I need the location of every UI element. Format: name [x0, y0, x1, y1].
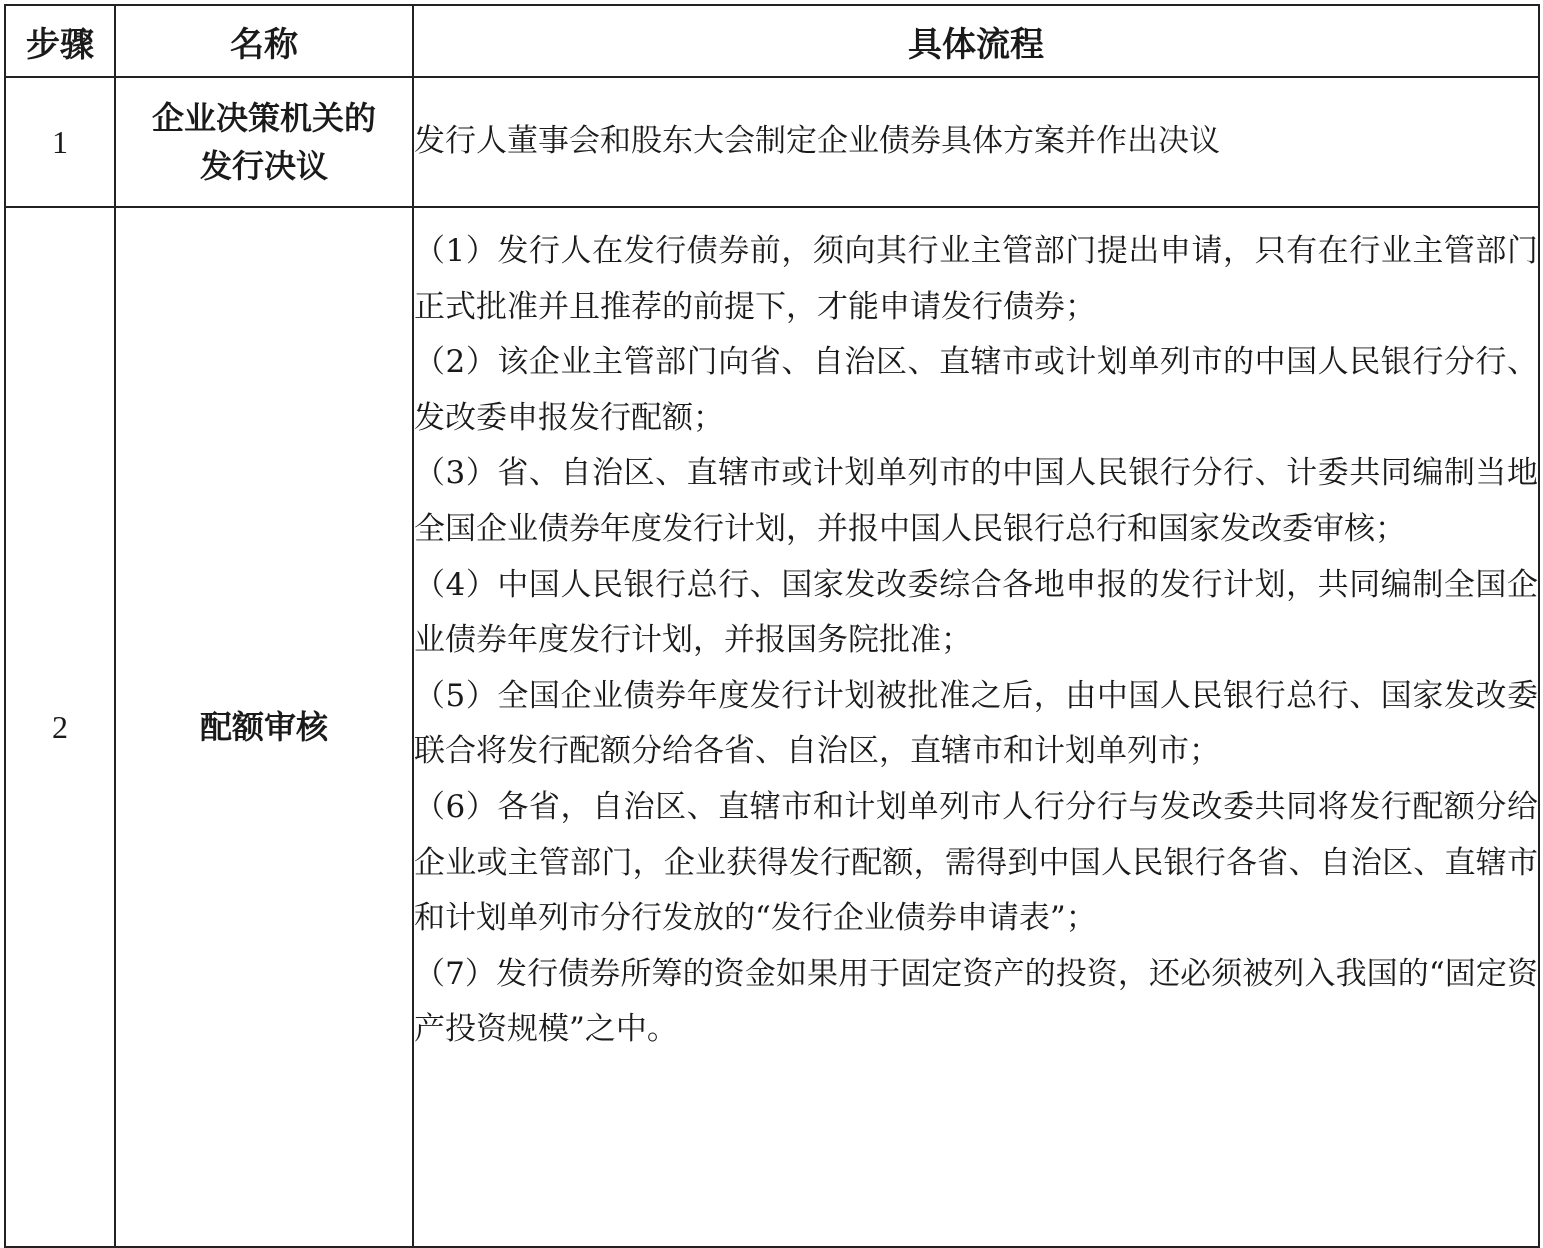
header-step: 步骤	[5, 5, 115, 77]
header-flow: 具体流程	[413, 5, 1539, 77]
flow-item: （4）中国人民银行总行、国家发改委综合各地申报的发行计划，共同编制全国企业债券年度发行计划，并报国务院批准；	[414, 566, 1538, 659]
step-name-line: 配额审核	[199, 708, 328, 746]
flow-item: 发行人董事会和股东大会制定企业债券具体方案并作出决议	[414, 123, 1220, 160]
process-table	[4, 4, 1540, 1248]
table-row	[5, 77, 1539, 207]
header-name: 名称	[115, 5, 413, 77]
flow-item: （3）省、自治区、直辖市或计划单列市的中国人民银行分行、计委共同编制当地全国企业债券年度发行计划，并报中国人民银行总行和国家发改委审核；	[414, 455, 1538, 547]
flow-item: （5）全国企业债券年度发行计划被批准之后，由中国人民银行总行、国家发改委联合将发行配额分给各省、自治区，直辖市和计划单列市；	[414, 677, 1538, 770]
step-number: 2	[5, 207, 115, 1247]
table-row	[5, 207, 1539, 1247]
step-name-line: 发行决议	[199, 147, 328, 185]
flow-item: （1）发行人在发行债券前，须向其行业主管部门提出申请，只有在行业主管部门正式批准并且推荐的前提下，才能申请发行债券；	[414, 233, 1538, 325]
flow-item: （6）各省，自治区、直辖市和计划单列市人行分行与发改委共同将发行配额分给企业或主管部门，企业获得发行配额，需得到中国人民银行各省、自治区、直辖市和计划单列市分行发放的“发行企业债券申请表”；	[414, 788, 1538, 937]
step-flow	[413, 207, 1539, 1247]
step-name-line: 企业决策机关的	[151, 99, 376, 137]
step-name	[115, 207, 413, 1247]
header-row	[5, 5, 1539, 77]
step-name	[115, 77, 413, 207]
flow-item: （2）该企业主管部门向省、自治区、直辖市或计划单列市的中国人民银行分行、发改委申报发行配额；	[414, 344, 1538, 436]
step-flow	[413, 77, 1539, 207]
step-number: 1	[5, 77, 115, 207]
flow-item: （7）发行债券所筹的资金如果用于固定资产的投资，还必须被列入我国的“固定资产投资规模”之中。	[414, 955, 1538, 1048]
